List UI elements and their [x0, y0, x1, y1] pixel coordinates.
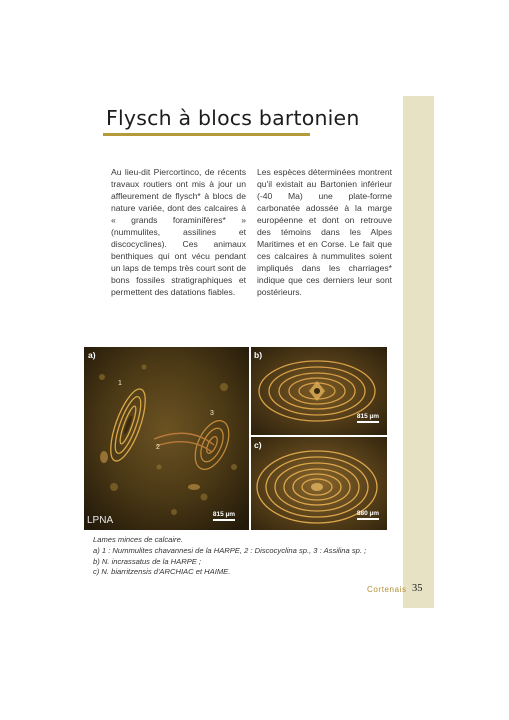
page-number: 35 — [412, 583, 423, 594]
specimen-number-2: 2 — [156, 444, 160, 451]
caption-line-1: Lames minces de calcaire. — [93, 535, 183, 544]
caption-line-3: b) N. incrassatus de la HARPE ; — [93, 556, 202, 566]
photo-panel-c — [251, 437, 387, 530]
photo-credit: LPNA — [87, 515, 114, 526]
scale-bar-b-label: 815 µm — [356, 413, 380, 420]
scale-bar-b-line — [357, 421, 379, 423]
page-title: Flysch à blocs bartonien — [106, 106, 360, 130]
scale-bar-c-label: 880 µm — [356, 510, 380, 517]
photo-panel-b — [251, 347, 387, 435]
thin-section-figure — [84, 347, 387, 530]
specimen-number-1: 1 — [118, 380, 122, 387]
panel-a-label: a) — [88, 350, 96, 360]
scale-bar-c-line — [357, 518, 379, 520]
thin-section-image-a — [84, 347, 249, 530]
scale-bar-a-line — [213, 519, 235, 521]
section-footer-label: Cortenais — [367, 585, 407, 594]
scale-bar-b — [351, 413, 385, 423]
panel-c-label: c) — [254, 440, 262, 450]
scale-bar-c — [351, 510, 385, 520]
scale-bar-a-label: 815 µm — [212, 511, 236, 518]
photo-panel-a — [84, 347, 249, 530]
body-text-left-column: Au lieu-dit Piercortinco, de récents travaux routiers ont mis à jour un affleurement de flysch* à blocs de nature variée, dont des calcaires à « grands foraminifères* » (nummulites, assilines et discocyclines). Ces animaux benthiques qui ont vécu pendant un laps de temps très court sont de bons fossiles stratigraphiques et permettent des datations fiables. — [111, 167, 246, 298]
figure-caption — [93, 535, 393, 578]
margin-color-band — [403, 96, 434, 608]
body-text-right-column: Les espèces déterminées montrent qu'il existait au Bartonien inférieur (-40 Ma) une plate-forme carbonatée adossée à la marge européenne et dont on retrouve des témoins dans les Alpes Maritimes et en Corse. Le fait que ces calcaires à nummulites soient impliqués dans les charriages* indique que ces derniers leur sont postérieurs. — [257, 167, 392, 298]
title-underline — [103, 133, 310, 136]
scale-bar-a — [206, 511, 242, 521]
caption-line-2: a) 1 : Nummulites chavannesi de la HARPE, 2 : Discocyclina sp., 3 : Assilina sp. ; — [93, 545, 367, 555]
specimen-number-3: 3 — [210, 410, 214, 417]
caption-line-4: c) N. biarritzensis d'ARCHIAC et HAIME. — [93, 567, 231, 577]
panel-b-label: b) — [254, 350, 263, 360]
